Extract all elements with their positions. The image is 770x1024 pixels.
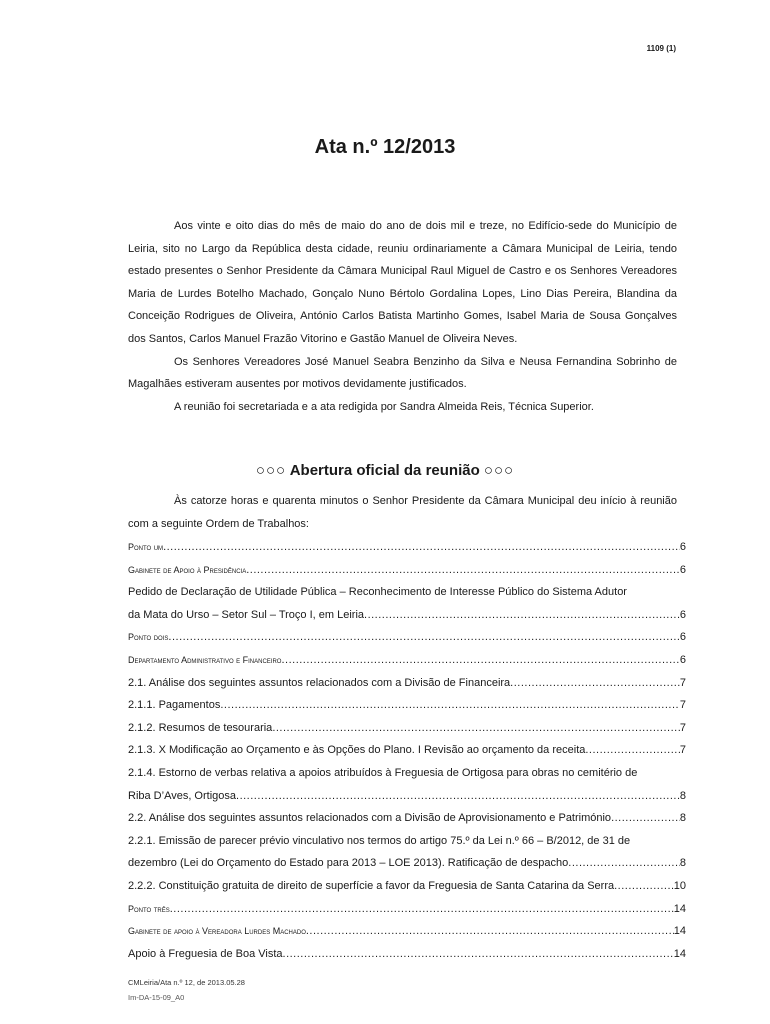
decorative-circles-left: ○○○ — [255, 462, 287, 479]
toc-entry-gabinete-presidencia — [128, 559, 686, 582]
toc-leader — [220, 694, 680, 717]
toc-leader — [306, 920, 674, 943]
toc-leader — [281, 649, 679, 672]
toc-entry-2-2 — [128, 807, 686, 830]
toc-page: 7 — [679, 699, 686, 712]
toc-label: dezembro (Lei do Orçamento do Estado para 2013 – LOE 2013). Ratificação de despacho — [128, 857, 569, 870]
toc-page: 6 — [679, 653, 686, 666]
toc-entry-ponto-um — [128, 536, 686, 559]
toc-page: 7 — [679, 676, 686, 689]
toc-entry-line2 — [128, 604, 686, 627]
toc-page: 7 — [679, 721, 686, 734]
section-intro-paragraph: Às catorze horas e quarenta minutos o Senhor Presidente da Câmara Municipal deu início à reunião com a seguinte Ordem de Trabalhos: — [128, 495, 677, 530]
toc-entry-2-1-4 — [128, 762, 686, 807]
toc-label: Apoio à Freguesia de Boa Vista — [128, 947, 283, 960]
toc-label: 2.1.3. X Modificação ao Orçamento e às Opções do Plano. I Revisão ao orçamento da receita — [128, 744, 586, 757]
toc-entry-declaracao-utilidade — [128, 581, 686, 626]
toc-leader — [170, 898, 674, 921]
document-title: Ata n.º 12/2013 — [314, 136, 456, 158]
toc-label-line1: 2.1.4. Estorno de verbas relativa a apoios atribuídos à Freguesia de Ortigosa para obras no cemitério de — [128, 766, 638, 779]
page-reference: 1109 (1) — [646, 44, 676, 53]
toc-label: 2.1.2. Resumos de tesouraria — [128, 721, 273, 734]
toc-entry-2-1-2 — [128, 717, 686, 740]
section-heading-text: Abertura oficial da reunião — [289, 462, 480, 479]
toc-entry-2-2-2 — [128, 875, 686, 898]
toc-label: da Mata do Urso – Setor Sul – Troço I, em Leiria — [128, 608, 365, 621]
toc-entry-2-1-1 — [128, 694, 686, 717]
toc-entry-gabinete-vereadora — [128, 920, 686, 943]
toc-leader — [236, 785, 680, 808]
toc-label: Gabinete de Apoio à Presidência — [128, 564, 247, 575]
toc-entry-2-1 — [128, 672, 686, 695]
toc-label: Ponto dois — [128, 632, 169, 643]
toc-entry-apoio-boa-vista — [128, 943, 686, 966]
toc-label: 2.1.1. Pagamentos — [128, 699, 221, 712]
toc-entry-departamento-administrativo — [128, 649, 686, 672]
intro-paragraph-secretary: A reunião foi secretariada e a ata redigida por Sandra Almeida Reis, Técnica Superior. — [174, 400, 594, 413]
toc-entry-line2 — [128, 852, 686, 875]
toc-label: Departamento Administrativo e Financeiro — [128, 654, 282, 665]
toc-leader — [585, 739, 680, 762]
toc-leader — [168, 626, 679, 649]
toc-entry-line2 — [128, 785, 686, 808]
toc-label: Ponto um — [128, 542, 164, 552]
toc-page: 6 — [679, 563, 686, 576]
toc-leader — [163, 536, 680, 559]
toc-page: 8 — [679, 789, 686, 802]
toc-label-line1: Pedido de Declaração de Utilidade Pública – Reconhecimento de Interesse Público do Sistema Adutor — [128, 586, 627, 599]
toc-label: 2.2.2. Constituição gratuita de direito de superfície a favor da Freguesia de Santa Catarina da Serra — [128, 879, 615, 892]
toc-page: 8 — [679, 812, 686, 825]
toc-leader — [246, 559, 680, 582]
decorative-circles-right: ○○○ — [483, 462, 515, 479]
agenda-list — [128, 536, 686, 965]
toc-label-line1: 2.2.1. Emissão de parecer prévio vinculativo nos termos do artigo 75.º da Lei n.º 66 – B/2012, de 31 de — [128, 834, 631, 847]
intro-paragraph-absences: Os Senhores Vereadores José Manuel Seabra Benzinho da Silva e Neusa Fernandina Sobrinho de Magalhães estiveram ausentes por motivos devidamente justificados. — [128, 355, 677, 391]
toc-label: Riba D’Aves, Ortigosa — [128, 789, 237, 802]
section-heading — [0, 462, 770, 479]
toc-leader — [611, 807, 680, 830]
toc-entry-2-2-1 — [128, 830, 686, 875]
toc-page: 8 — [679, 857, 686, 870]
toc-entry-2-1-3 — [128, 739, 686, 762]
toc-page: 14 — [673, 925, 686, 938]
toc-leader — [272, 717, 680, 740]
intro-paragraph-attendance: Aos vinte e oito dias do mês de maio do ano de dois mil e treze, no Edifício-sede do Município de Leiria, sito no Largo da República desta cidade, reuniu ordinariamente a Câmara Municipal de Leiria, tendo estado presentes o Senhor Presidente da Câmara Municipal Raul Miguel de Castro e os Senhores Vereadores Maria de Lurdes Botelho Machado, Gonçalo Nuno Bértolo Gordalina Lopes, Lino Dias Pereira, Blandina da Conceição Rodrigues de Oliveira, António Carlos Batista Martinho Gomes, Isabel Maria de Sousa Gonçalves dos Santos, Carlos Manuel Frazão Vitorino e Gastão Manuel de Oliveira Neves. — [128, 220, 677, 345]
toc-leader — [568, 852, 680, 875]
toc-page: 6 — [679, 541, 686, 553]
toc-leader — [364, 604, 680, 627]
footer-form-code: Im-DA-15-09_A0 — [128, 993, 185, 1002]
toc-page: 7 — [679, 744, 686, 757]
toc-leader — [510, 672, 680, 695]
toc-leader — [614, 875, 674, 898]
toc-page: 10 — [673, 879, 686, 892]
toc-label: 2.2. Análise dos seguintes assuntos relacionados com a Divisão de Aprovisionamento e Património — [128, 812, 612, 825]
toc-leader — [283, 943, 674, 966]
intro-section — [128, 215, 677, 418]
toc-page: 6 — [679, 608, 686, 621]
toc-page: 14 — [673, 947, 686, 960]
toc-label: Ponto três — [128, 903, 170, 914]
section-intro — [128, 490, 677, 535]
toc-label: Gabinete de apoio à Vereadora Lurdes Machado — [128, 926, 306, 937]
toc-page: 6 — [679, 631, 686, 644]
toc-entry-ponto-dois — [128, 626, 686, 649]
toc-label: 2.1. Análise dos seguintes assuntos relacionados com a Divisão de Financeira — [128, 676, 511, 689]
footer-reference: CMLeiria/Ata n.º 12, de 2013.05.28 — [128, 978, 245, 987]
toc-page: 14 — [673, 902, 686, 915]
toc-entry-ponto-tres — [128, 898, 686, 921]
